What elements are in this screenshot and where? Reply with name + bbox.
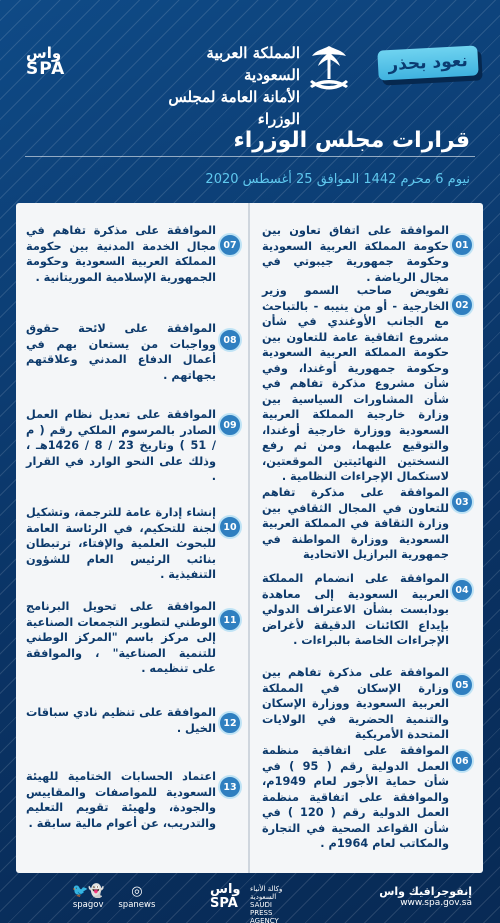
spa-logo xyxy=(26,45,74,81)
social-spagov[interactable] xyxy=(72,885,104,910)
item-number-10: 10 xyxy=(218,515,242,539)
handle-spanews: spanews xyxy=(118,900,156,910)
item-number-09: 09 xyxy=(218,413,242,437)
item-number-13: 13 xyxy=(218,775,242,799)
decision-item-04: الموافقة على انضمام المملكة العربية السعودية إلى معاهدة بودابست بشأن الاعتراف الدولي بإيداع الكائنات الدقيقة لأغراض الإجراءات الخاصة بالبراءات . xyxy=(262,572,449,647)
decision-item-05: الموافقة على مذكرة تفاهم بين وزارة الإسكان في المملكة العربية السعودية ووزارة الإسكان والتنمية الحضرية في الولايات المتحدة الأمريكية xyxy=(262,666,449,741)
title-divider xyxy=(25,156,475,157)
government-title xyxy=(150,42,300,130)
item-number-07: 07 xyxy=(218,233,242,257)
campaign-badge: نعود بحذر xyxy=(377,45,478,80)
center-divider xyxy=(248,203,250,873)
decision-item-02: تفويض صاحب السمو وزير الخارجية - أو من ينيبه - بالتباحث مع الجانب الأوغندي في شأن مشروع اتفاقية عامة للتعاون بين حكومة المملكة العربية السعودية وحكومة جمهورية أوغندا، وفي شأن مشروع مذكرة تفاهم في شأن المشاورات السياسية بين وزارة خارجية المملكة العربية السعودية ووزارة خارجية أوغندا، والتوقيع عليهما، ومن ثم رفع النسختين النهائيتين الموقعتين، لاستكمال الإجراءات النظامية . xyxy=(262,284,449,483)
handle-spagov: spagov xyxy=(72,900,104,910)
palm-swords-emblem-icon xyxy=(300,40,358,98)
item-number-04: 04 xyxy=(450,578,474,602)
agency-name xyxy=(250,885,290,923)
item-number-06: 06 xyxy=(450,749,474,773)
spa-logo-arabic: واس xyxy=(26,44,62,62)
decision-item-11: الموافقة على تحويل البرنامج الوطني لتطوير التجمعات الصناعية إلى مركز باسم "المركز الوطني للتنمية الصناعية" ، والموافقة على تنظيمه . xyxy=(26,600,216,675)
item-number-11: 11 xyxy=(218,608,242,632)
spa-logo-english: SPA xyxy=(26,59,66,79)
infographic-label: إنفوجرافيك واس xyxy=(379,885,472,898)
website-link[interactable]: www.spa.gov.sa xyxy=(400,898,472,908)
decision-item-08: الموافقة على لائحة حقوق وواجبات من يستعان بهم في أعمال الدفاع المدني وعلاقتهم بجهاتهم . xyxy=(26,322,216,382)
decision-item-12: الموافقة على تنظيم نادي سباقات الخيل . xyxy=(26,706,216,735)
decision-item-10: إنشاء إدارة عامة للترجمة، وتشكيل لجنة للتحكيم، في الرئاسة العامة للبحوث العلمية والإفتاء، ترتبطان بنائب الرئيس العام للشؤون التنفيذية . xyxy=(26,506,216,581)
header xyxy=(0,0,500,205)
infographic-credit xyxy=(379,885,472,908)
item-number-03: 03 xyxy=(450,490,474,514)
kingdom-name: المملكة العربية السعودية xyxy=(206,44,300,84)
footer xyxy=(0,873,500,923)
spa-mark xyxy=(210,883,240,911)
spa-mark-en: SPA xyxy=(210,896,238,911)
spa-mark-ar: واس xyxy=(210,882,241,897)
item-number-01: 01 xyxy=(450,233,474,257)
decisions-card xyxy=(16,203,483,873)
instagram-icon: ◎ xyxy=(131,884,143,899)
decision-item-07: الموافقة على مذكرة تفاهم في مجال الخدمة المدنية بين حكومة المملكة العربية السعودية وحكومة الجمهورية الإسلامية الموريتانية . xyxy=(26,224,216,284)
decision-item-01: الموافقة على اتفاق تعاون بين حكومة المملكة العربية السعودية وحكومة جمهورية جيبوتي في مجال الرياضة . xyxy=(262,224,449,284)
agency-name-ar: وكالة الأنباء السعودية xyxy=(250,885,283,901)
item-number-05: 05 xyxy=(450,673,474,697)
agency-name-en-2: AGENCY xyxy=(250,917,279,923)
session-date: نيوم 6 محرم 1442 الموافق 25 أغسطس 2020 xyxy=(205,172,470,187)
page-title: قرارات مجلس الوزراء xyxy=(233,128,470,153)
decision-item-06: الموافقة على اتفاقية منظمة العمل الدولية رقم ( 95 ) في شأن حماية الأجور لعام 1949م، والموافقة على اتفاقية منظمة العمل الدولية رقم ( 120 ) في شأن القواعد الصحية في التجارة والمكاتب لعام 1964م . xyxy=(262,744,450,850)
item-number-08: 08 xyxy=(218,328,242,352)
decision-item-13: اعتماد الحسابات الختامية للهيئة السعودية للمواصفات والمقاييس والجودة، ولهيئة تقويم التعليم والتدريب، عن أعوام مالية سابقة . xyxy=(26,770,216,830)
council-name: الأمانة العامة لمجلس الوزراء xyxy=(168,88,300,128)
decision-item-09: الموافقة على تعديل نظام العمل الصادر بالمرسوم الملكي رقم ( م / 51 ) وتاريخ 23 / 8 / 1426هـ ، وذلك على النحو الوارد في القرار . xyxy=(26,408,217,483)
social-handles xyxy=(72,885,155,910)
item-number-12: 12 xyxy=(218,711,242,735)
decision-item-03: الموافقة على مذكرة تفاهم للتعاون في المجال الثقافي بين وزارة الثقافة في المملكة العربية السعودية ووزارة المواطنة في جمهورية البرازيل الاتحادية xyxy=(262,486,449,561)
spa-agency-logo xyxy=(210,882,290,923)
social-spanews[interactable] xyxy=(118,885,155,910)
twitter-snapchat-icon: 🐦👻 xyxy=(72,884,105,899)
item-number-02: 02 xyxy=(450,293,474,317)
agency-name-en-1: SAUDI PRESS xyxy=(250,901,273,917)
